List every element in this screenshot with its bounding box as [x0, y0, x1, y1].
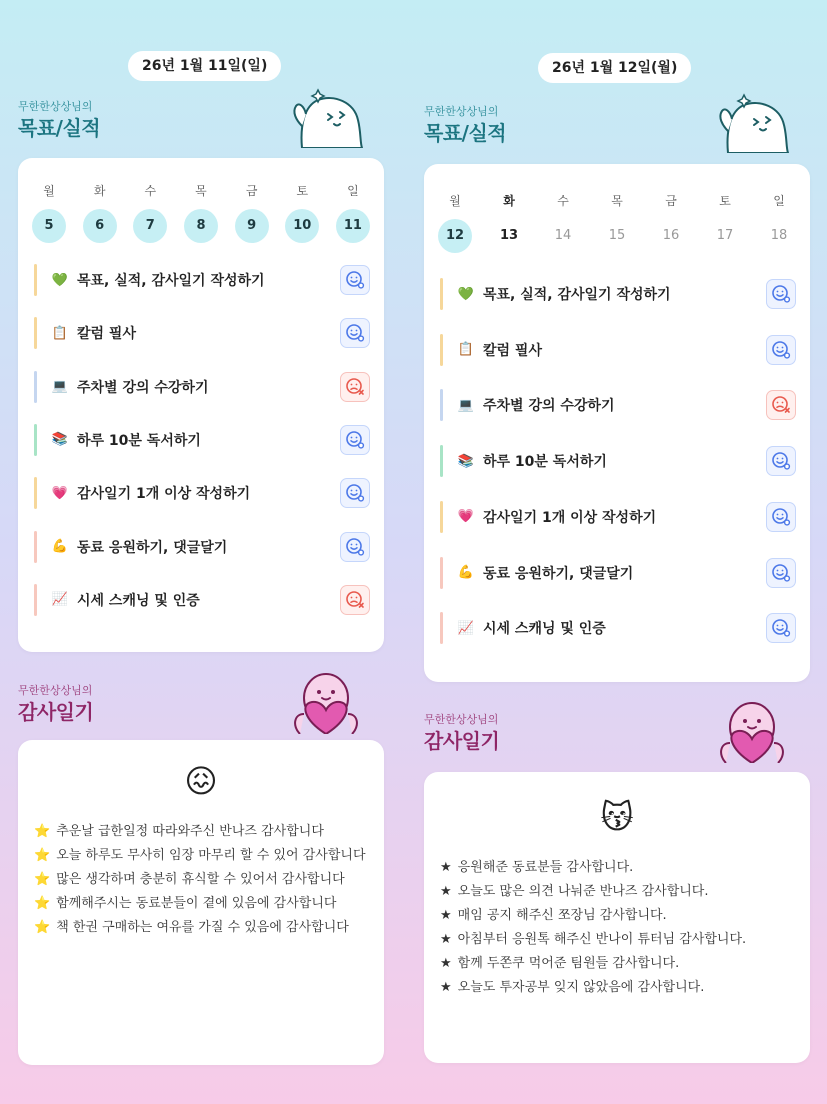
date-number[interactable]: 13 [499, 228, 519, 243]
books-icon: 📚 [457, 453, 475, 469]
status-smile-face-icon[interactable] [766, 446, 796, 476]
status-smile-face-icon[interactable] [766, 335, 796, 365]
task-color-bar [34, 264, 37, 296]
ghost-mascot-icon [288, 86, 368, 152]
pink-heart-icon: 💗 [457, 509, 475, 525]
task-label: 목표, 실적, 감사일기 작성하기 [483, 287, 671, 303]
weekday-label: 수 [557, 194, 569, 208]
task-label: 주차별 강의 수강하기 [77, 379, 209, 396]
gratitude-section-title: 감사일기 [18, 700, 94, 724]
sneezing-face-icon: 😖 [184, 762, 218, 800]
task-row[interactable] [34, 264, 370, 296]
flexed-arm-icon: 💪 [457, 565, 475, 580]
task-row[interactable] [34, 317, 370, 349]
task-row[interactable] [34, 371, 370, 403]
clipboard-icon: 📋 [51, 325, 69, 341]
status-sad-face-icon[interactable] [766, 390, 796, 420]
weekday-label: 월 [43, 184, 55, 198]
task-color-bar [34, 371, 37, 403]
gratitude-card [18, 740, 384, 1065]
gratitude-item [440, 976, 796, 1000]
status-smile-face-icon[interactable] [340, 425, 370, 455]
task-row[interactable] [34, 424, 370, 456]
status-smile-face-icon[interactable] [340, 265, 370, 295]
date-number[interactable]: 6 [83, 209, 117, 243]
heart-mascot-icon [286, 668, 366, 738]
date-number[interactable]: 10 [285, 209, 319, 243]
task-row[interactable] [34, 531, 370, 563]
date-number[interactable]: 17 [716, 228, 734, 243]
weekday-label: 일 [773, 194, 785, 208]
date-number-row [18, 209, 384, 243]
task-color-bar [34, 531, 37, 563]
gratitude-text: 추운날 급한일정 따라와주신 반나즈 감사합니다 [56, 824, 324, 839]
task-row[interactable] [34, 477, 370, 509]
task-color-bar [34, 317, 37, 349]
date-number[interactable]: 5 [32, 209, 66, 243]
weekday-label: 금 [245, 184, 258, 198]
gratitude-item [440, 880, 796, 904]
weekday-row [18, 182, 384, 199]
gratitude-text: 책 한권 구매하는 여유를 가질 수 있음에 감사합니다 [56, 920, 349, 935]
weekday-label: 금 [665, 194, 677, 208]
task-color-bar [440, 334, 443, 366]
heart-mascot-icon [712, 697, 792, 767]
goals-section-subtitle: 무한한상상님의 [18, 100, 93, 113]
task-color-bar [34, 424, 37, 456]
weekday-label: 목 [611, 194, 623, 208]
task-color-bar [440, 389, 443, 421]
star-bullet-icon: ⭐ [34, 896, 51, 911]
gratitude-item [440, 928, 796, 952]
star-bullet-icon: ⭐ [34, 848, 51, 863]
date-number[interactable]: 14 [554, 228, 572, 243]
task-row[interactable] [440, 278, 796, 310]
gratitude-list [440, 856, 796, 1000]
task-row[interactable] [440, 501, 796, 533]
star-bullet-icon: ★ [440, 956, 452, 971]
date-number[interactable]: 12 [438, 219, 472, 253]
clipboard-icon: 📋 [457, 342, 475, 358]
status-sad-face-icon[interactable] [340, 585, 370, 615]
date-number[interactable]: 7 [133, 209, 167, 243]
goals-card [18, 158, 384, 652]
task-color-bar [440, 445, 443, 477]
gratitude-item [440, 952, 796, 976]
weekday-label: 월 [449, 194, 461, 208]
gratitude-item [34, 868, 370, 892]
task-color-bar [34, 477, 37, 509]
date-number[interactable]: 15 [608, 228, 626, 243]
date-number[interactable]: 8 [184, 209, 218, 243]
status-smile-face-icon[interactable] [340, 478, 370, 508]
task-label: 감사일기 1개 이상 작성하기 [77, 486, 251, 503]
weekday-label: 토 [719, 194, 731, 208]
books-icon: 📚 [51, 432, 69, 448]
weekday-label: 일 [347, 184, 359, 198]
goals-section-subtitle: 무한한상상님의 [424, 105, 499, 118]
gratitude-text: 오늘도 많은 의견 나눠준 반나즈 감사합니다. [457, 884, 709, 899]
task-label: 주차별 강의 수강하기 [483, 398, 615, 415]
task-row[interactable] [440, 557, 796, 589]
green-heart-icon: 💚 [457, 286, 475, 302]
status-smile-face-icon[interactable] [340, 532, 370, 562]
gratitude-text: 아침부터 응원톡 해주신 반나이 튜터님 감사합니다. [457, 932, 747, 947]
status-smile-face-icon[interactable] [766, 502, 796, 532]
date-number[interactable]: 11 [336, 209, 370, 243]
task-label: 시세 스캐닝 및 인증 [77, 592, 200, 609]
gratitude-section-subtitle: 무한한상상님의 [18, 684, 93, 697]
status-smile-face-icon[interactable] [766, 558, 796, 588]
star-bullet-icon: ⭐ [34, 920, 51, 935]
task-row[interactable] [440, 334, 796, 366]
goals-card [424, 164, 810, 682]
star-bullet-icon: ★ [440, 908, 452, 923]
green-heart-icon: 💚 [51, 272, 69, 288]
weekday-label: 목 [195, 184, 207, 198]
date-label: 26년 1월 12일(월) [538, 53, 691, 83]
gratitude-card [424, 772, 810, 1063]
task-label: 동료 응원하기, 댓글달기 [77, 539, 228, 556]
status-smile-face-icon[interactable] [766, 613, 796, 643]
task-row[interactable] [440, 445, 796, 477]
gratitude-text: 많은 생각하며 충분히 휴식할 수 있어서 감사합니다 [56, 872, 345, 887]
weekday-label: 수 [144, 184, 157, 198]
gratitude-list [34, 820, 370, 940]
star-bullet-icon: ★ [440, 980, 452, 995]
date-number-row [424, 219, 810, 253]
goals-section-title: 목표/실적 [18, 116, 101, 140]
laptop-icon: 💻 [51, 379, 69, 395]
star-bullet-icon: ⭐ [34, 872, 51, 887]
star-bullet-icon: ⭐ [34, 824, 51, 839]
status-sad-face-icon[interactable] [340, 372, 370, 402]
gratitude-section-title: 감사일기 [424, 729, 500, 753]
weekday-label: 화 [93, 184, 106, 198]
goals-section-title: 목표/실적 [424, 121, 507, 145]
task-color-bar [440, 557, 443, 589]
gratitude-text: 응원해준 동료분들 감사합니다. [457, 860, 634, 875]
star-bullet-icon: ★ [440, 932, 452, 947]
gratitude-item [34, 916, 370, 940]
kissing-cat-icon: 😽 [600, 798, 634, 836]
task-color-bar [440, 278, 443, 310]
weekday-label: 토 [296, 184, 309, 198]
gratitude-item [34, 892, 370, 916]
star-bullet-icon: ★ [440, 860, 452, 875]
gratitude-text: 함께해주시는 동료분들이 곁에 있음에 감사합니다 [56, 896, 337, 911]
task-label: 감사일기 1개 이상 작성하기 [483, 509, 657, 526]
gratitude-item [440, 904, 796, 928]
task-label: 하루 10분 독서하기 [77, 432, 201, 449]
task-color-bar [440, 501, 443, 533]
laptop-icon: 💻 [457, 397, 475, 413]
weekday-label: 화 [503, 194, 515, 208]
task-row[interactable] [440, 389, 796, 421]
task-color-bar [440, 612, 443, 644]
task-color-bar [34, 584, 37, 616]
date-label: 26년 1월 11일(일) [128, 51, 281, 81]
gratitude-text: 오늘도 투자공부 잊지 않았음에 감사합니다. [457, 980, 705, 995]
gratitude-item [440, 856, 796, 880]
gratitude-item [34, 820, 370, 844]
chart-increasing-icon: 📈 [51, 592, 69, 608]
gratitude-text: 오늘 하루도 무사히 임장 마무리 할 수 있어 감사합니다 [56, 848, 366, 863]
gratitude-text: 함께 두쫀쿠 먹어준 팀원들 감사합니다. [457, 956, 680, 971]
task-row[interactable] [34, 584, 370, 616]
task-label: 목표, 실적, 감사일기 작성하기 [77, 273, 265, 289]
task-label: 하루 10분 독서하기 [483, 454, 607, 471]
status-smile-face-icon[interactable] [340, 318, 370, 348]
task-label: 동료 응원하기, 댓글달기 [483, 565, 634, 582]
task-label: 칼럼 필사 [77, 326, 136, 343]
gratitude-text: 매임 공지 해주신 쪼장님 감사합니다. [457, 908, 667, 923]
status-smile-face-icon[interactable] [766, 279, 796, 309]
weekday-row [424, 192, 810, 209]
chart-increasing-icon: 📈 [457, 620, 475, 636]
task-row[interactable] [440, 612, 796, 644]
star-bullet-icon: ★ [440, 884, 452, 899]
pink-heart-icon: 💗 [51, 485, 69, 501]
flexed-arm-icon: 💪 [51, 539, 69, 554]
task-label: 칼럼 필사 [483, 342, 542, 359]
date-number[interactable]: 16 [662, 228, 680, 243]
gratitude-item [34, 844, 370, 868]
task-label: 시세 스캐닝 및 인증 [483, 621, 606, 638]
ghost-mascot-icon [714, 91, 794, 157]
gratitude-section-subtitle: 무한한상상님의 [424, 713, 499, 726]
date-number[interactable]: 9 [235, 209, 269, 243]
date-number[interactable]: 18 [770, 228, 788, 243]
